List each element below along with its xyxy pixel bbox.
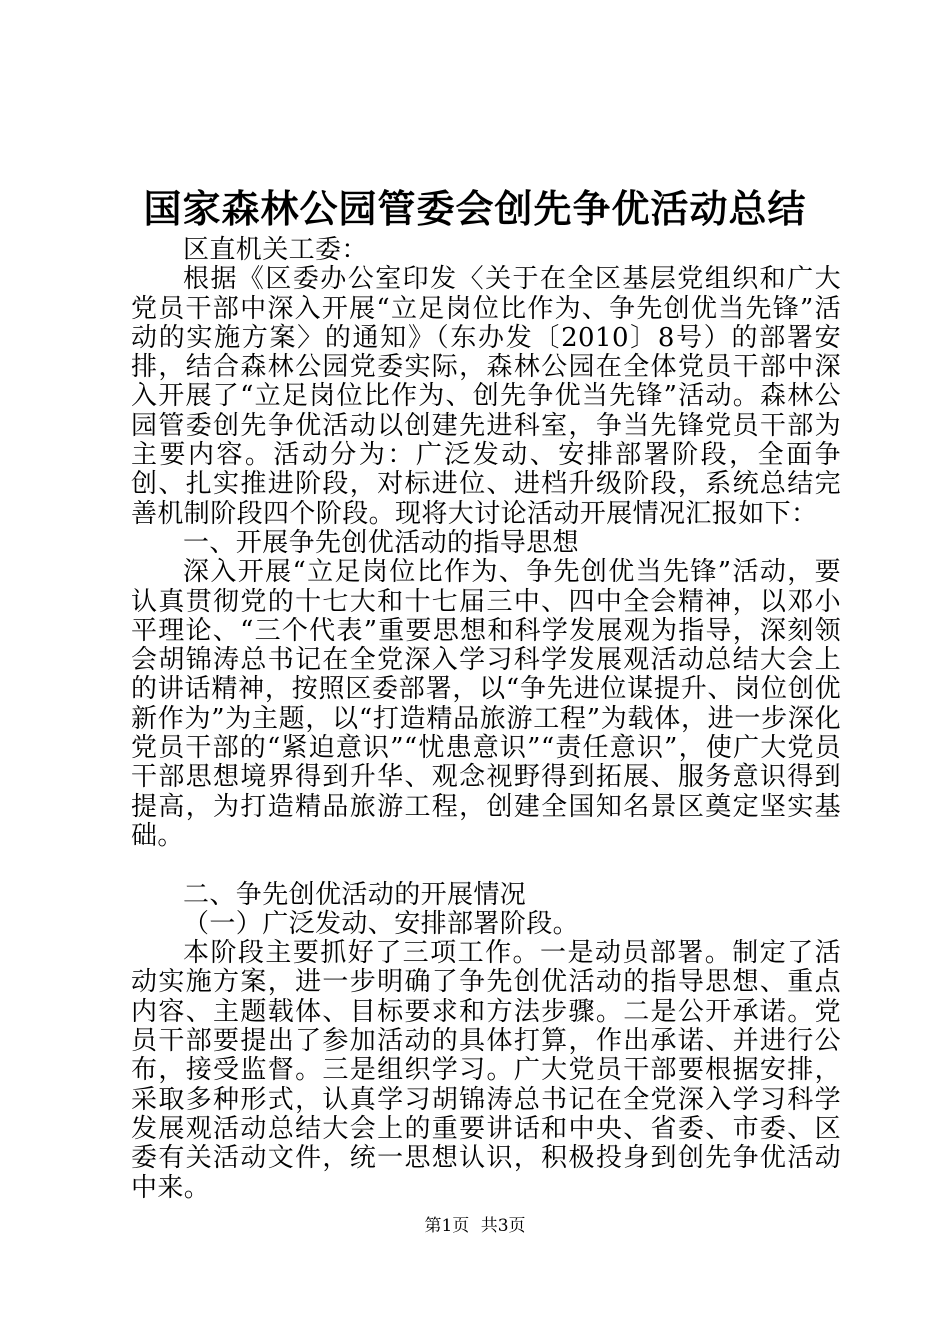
subsection-heading-1: （一）广泛发动、安排部署阶段。 xyxy=(183,908,580,939)
guiding-ideology-paragraph: 深入开展“立足岗位比作为、争先创优当先锋”活动，要认真贯彻党的十七大和十七届三中、四中全会精神，以邓小平理论、“三个代表”重要思想和科学发展观为指导，深刻领会胡锦涛总书记在全党深入学习科学发展观活动总结大会上的讲话精神，按照区委部署，以“争先进位谋提升、岗位创优新作为”为主题，以“打造精品旅游工程”为载体，进一步深化党员干部的“紧迫意识”“忧患意识”“责任意识”，使广大党员干部思想境界得到升华、观念视野得到拓展、服务意识得到提高，为打造精品旅游工程，创建全国知名景区奠定坚实基础。 xyxy=(131,557,841,851)
document-title: 国家森林公园管委会创先争优活动总结 xyxy=(143,186,807,231)
page-footer: 第1页 共3页 xyxy=(424,1216,526,1236)
paragraph-gap xyxy=(131,851,841,880)
section-heading-2: 二、争先创优活动的开展情况 xyxy=(183,879,527,910)
stage-one-paragraph: 本阶段主要抓好了三项工作。一是动员部署。制定了活动实施方案，进一步明确了争先创优活动的指导思想、重点内容、主题载体、目标要求和方法步骤。二是公开承诺。党员干部要提出了参加活动的具体打算，作出承诺、并进行公布，接受监督。三是组织学习。广大党员干部要根据安排，采取多种形式，认真学习胡锦涛总书记在全党深入学习科学发展观活动总结大会上的重要讲话和中央、省委、市委、区委有关活动文件，统一思想认识，积极投身到创先争优活动中来。 xyxy=(131,938,841,1203)
addressee-line: 区直机关工委： xyxy=(183,235,368,265)
document-body xyxy=(131,236,841,1203)
intro-paragraph: 根据《区委办公室印发〈关于在全区基层党组织和广大党员干部中深入开展“立足岗位比作为、争先创优当先锋”活动的实施方案〉的通知》（东办发〔2010〕8号）的部署安排，结合森林公园党委实际，森林公园在全体党员干部中深入开展了“立足岗位比作为、创先争优当先锋”活动。森林公园管委创先争优活动以创建先进科室，争当先锋党员干部为主要内容。活动分为：广泛发动、安排部署阶段，全面争创、扎实推进阶段，对标进位、进档升级阶段，系统总结完善机制阶段四个阶段。现将大讨论活动开展情况汇报如下： xyxy=(131,264,841,529)
section-heading-1: 一、开展争先创优活动的指导思想 xyxy=(183,527,580,558)
